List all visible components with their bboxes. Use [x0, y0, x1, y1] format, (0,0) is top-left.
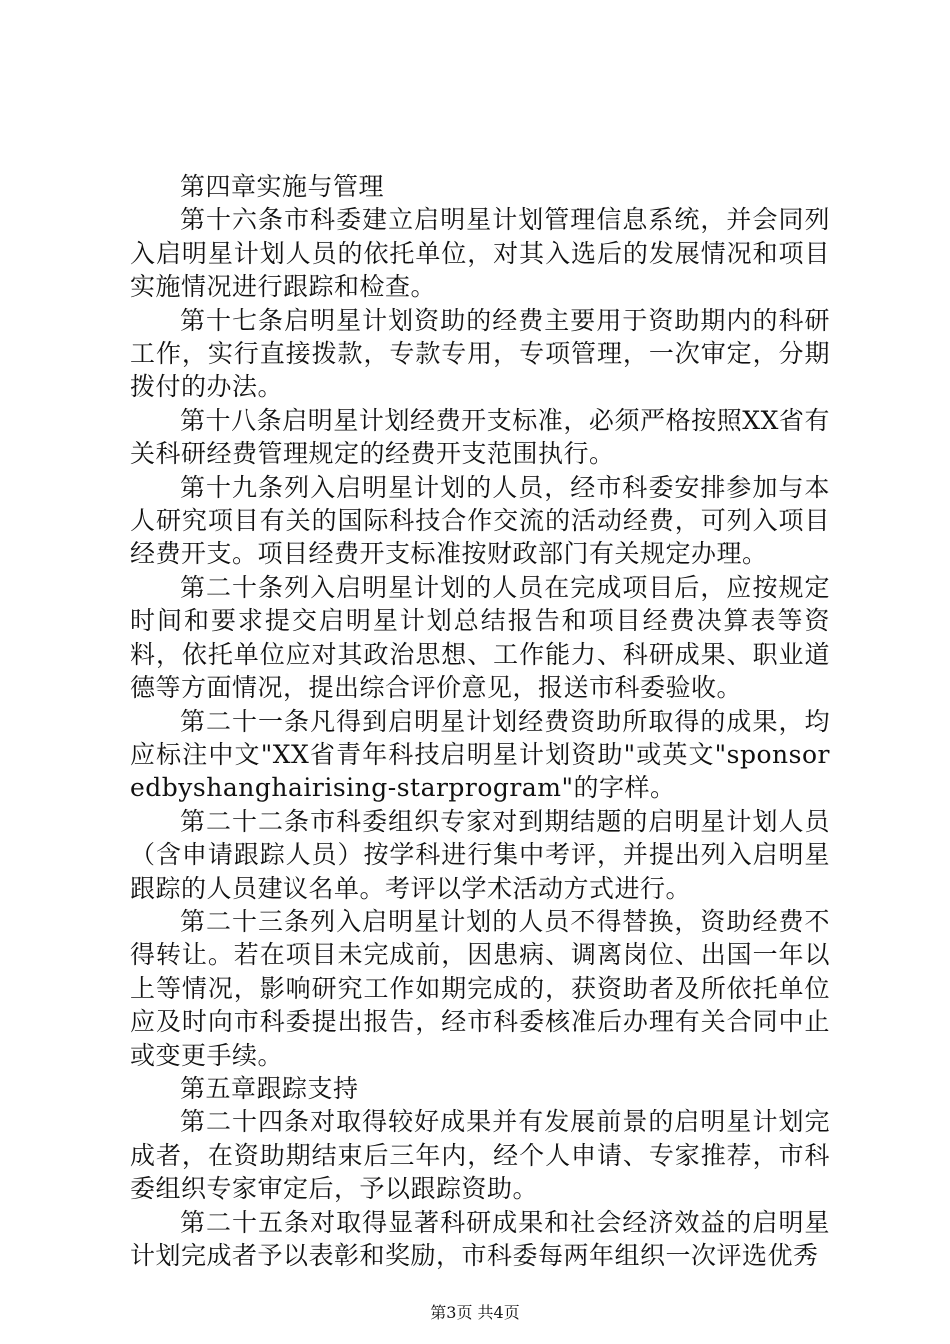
article-19: 第十九条列入启明星计划的人员，经市科委安排参加与本人研究项目有关的国际科技合作交流的活动经费，可列入项目经费开支。项目经费开支标准按财政部门有关规定办理。 — [130, 472, 830, 569]
page-number: 第3页 共4页 — [430, 1303, 520, 1322]
article-25: 第二十五条对取得显著科研成果和社会经济效益的启明星计划完成者予以表彰和奖励，市科委每两年组织一次评选优秀 — [130, 1207, 830, 1270]
article-22: 第二十二条市科委组织专家对到期结题的启明星计划人员（含申请跟踪人员）按学科进行集中考评，并提出列入启明星跟踪的人员建议名单。考评以学术活动方式进行。 — [130, 806, 830, 903]
chapter-heading: 第四章实施与管理 — [180, 172, 385, 201]
document-body — [130, 170, 830, 1272]
chapter-heading: 第五章跟踪支持 — [180, 1073, 359, 1103]
page-footer — [0, 1300, 950, 1323]
article-24: 第二十四条对取得较好成果并有发展前景的启明星计划完成者，在资助期结束后三年内，经个人申请、专家推荐，市科委组织专家审定后，予以跟踪资助。 — [130, 1107, 830, 1204]
article-17: 第十七条启明星计划资助的经费主要用于资助期内的科研工作，实行直接拨款，专款专用，专项管理，一次审定，分期拨付的办法。 — [130, 305, 830, 402]
article-23: 第二十三条列入启明星计划的人员不得替换，资助经费不得转让。若在项目未完成前，因患病、调离岗位、出国一年以上等情况，影响研究工作如期完成的，获资助者及所依托单位应及时向市科委提出报告，经市科委核准后办理有关合同中止或变更手续。 — [130, 906, 830, 1070]
article-16: 第十六条市科委建立启明星计划管理信息系统，并会同列入启明星计划人员的依托单位，对其入选后的发展情况和项目实施情况进行跟踪和检查。 — [130, 205, 830, 302]
article-20: 第二十条列入启明星计划的人员在完成项目后，应按规定时间和要求提交启明星计划总结报告和项目经费决算表等资料，依托单位应对其政治思想、工作能力、科研成果、职业道德等方面情况，提出综合评价意见，报送市科委验收。 — [130, 572, 830, 703]
article-21: 第二十一条凡得到启明星计划经费资助所取得的成果，均应标注中文"XX省青年科技启明星计划资助"或英文"sponsoredbyshanghairising-starprogram"的字样。 — [130, 706, 830, 803]
article-18: 第十八条启明星计划经费开支标准，必须严格按照XX省有关科研经费管理规定的经费开支范围执行。 — [130, 405, 830, 469]
